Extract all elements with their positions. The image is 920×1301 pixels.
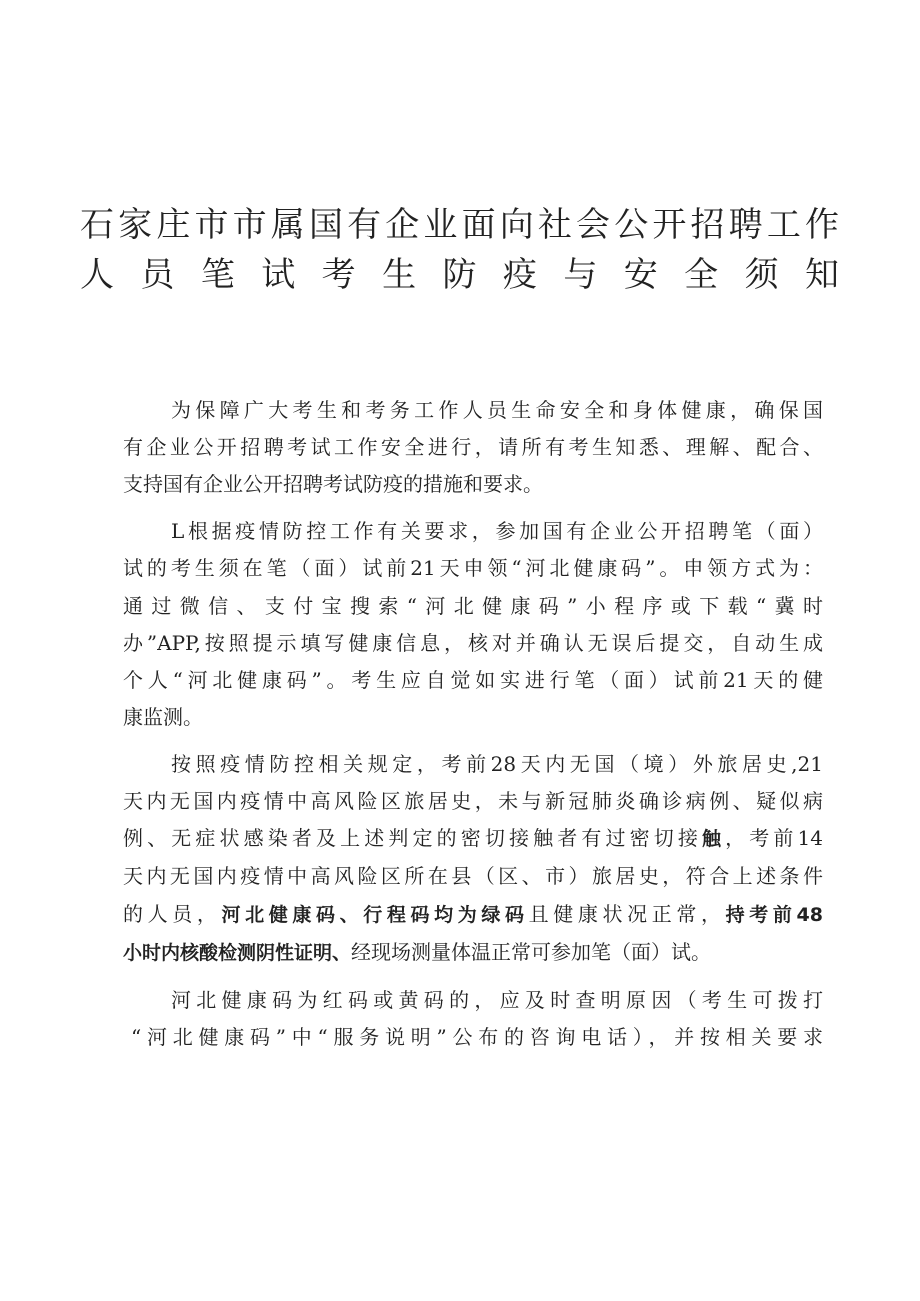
paragraph-red-yellow-code bbox=[123, 982, 823, 1056]
text-line: 天内无国内疫情中高风险区所在县（区、市）旅居史，符合上述条件 bbox=[123, 864, 823, 889]
title-line: 石家庄市市属国有企业面向社会公开招聘工作 bbox=[80, 205, 840, 245]
text-line: 通过微信、支付宝搜索“河北健康码”小程序或下载“冀时 bbox=[123, 593, 823, 618]
text-run: ，考前14 bbox=[725, 826, 823, 851]
text-line: 个人“河北健康码”。考生应自觉如实进行笔（面）试前21天的健 bbox=[123, 667, 823, 692]
text-line bbox=[123, 934, 823, 972]
text-line: 为保障广大考生和考务工作人员生命安全和身体健康，确保国 bbox=[171, 398, 823, 422]
emphasis-run: 持考前48 bbox=[725, 903, 823, 926]
text-line: L根据疫情防控工作有关要求，参加国有企业公开招聘笔（面） bbox=[171, 519, 823, 544]
document-body bbox=[123, 392, 823, 1065]
text-line: “河北健康码”中“服务说明”公布的咨询电话），并按相关要求 bbox=[131, 1024, 823, 1049]
paragraph-intro bbox=[123, 392, 823, 504]
paragraph-health-code bbox=[123, 513, 823, 736]
text-run: 例、无症状感染者及上述判定的密切接触者有过密切接 bbox=[123, 826, 703, 851]
emphasis-run: 触 bbox=[702, 828, 726, 851]
text-line: 试的考生须在笔（面）试前21天申领“河北健康码”。申领方式为： bbox=[123, 556, 823, 581]
text-run: 的人员， bbox=[123, 901, 222, 926]
text-line: 支持国有企业公开招聘考试防疫的措施和要求。 bbox=[123, 472, 543, 497]
text-run: 经现场测量体温正常可参加笔（面）试。 bbox=[351, 939, 712, 964]
paragraph-eligibility bbox=[123, 746, 823, 972]
text-line: 河北健康码为红码或黄码的，应及时查明原因（考生可拨打 bbox=[171, 987, 823, 1012]
emphasis-run: 小时内核酸检测阴性证明、 bbox=[123, 941, 352, 964]
text-line bbox=[123, 820, 823, 858]
text-line: 办”APP,按照提示填写健康信息，核对并确认无误后提交，自动生成 bbox=[123, 630, 823, 655]
text-line bbox=[123, 896, 823, 934]
text-line: 按照疫情防控相关规定，考前28天内无国（境）外旅居史,21 bbox=[171, 751, 823, 776]
emphasis-run: 河北健康码、行程码均为绿码 bbox=[221, 903, 529, 926]
title-line: 人员笔试考生防疫与安全须知 bbox=[80, 255, 840, 295]
text-line: 有企业公开招聘考试工作安全进行，请所有考生知悉、理解、配合、 bbox=[123, 435, 823, 460]
text-run: 且健康状况正常， bbox=[528, 901, 726, 926]
document-title bbox=[80, 200, 840, 300]
text-line: 天内无国内疫情中高风险区旅居史，未与新冠肺炎确诊病例、疑似病 bbox=[123, 789, 823, 814]
text-line: 康监测。 bbox=[123, 705, 203, 730]
